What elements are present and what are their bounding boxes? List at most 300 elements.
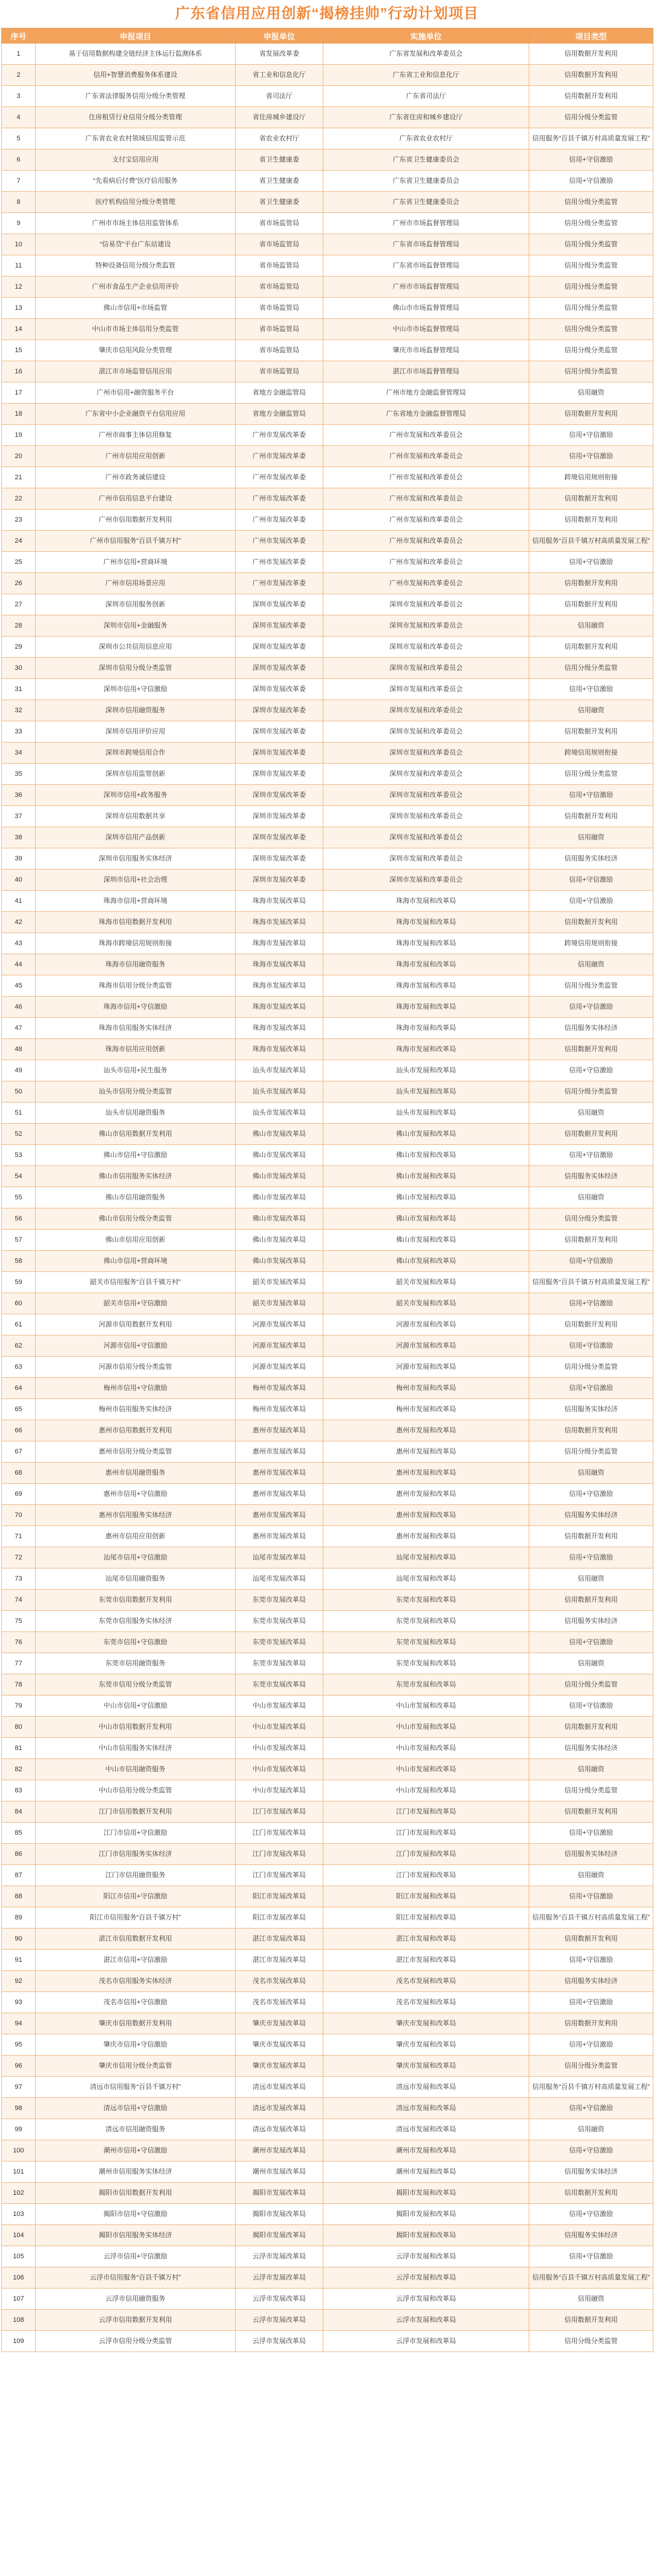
cell-type: 信用数据开发利用: [529, 1124, 653, 1145]
cell-index: 83: [2, 1780, 36, 1801]
cell-index: 40: [2, 870, 36, 891]
cell-applicant: 珠海市发展改革局: [236, 1039, 323, 1060]
cell-index: 93: [2, 1992, 36, 2013]
cell-index: 50: [2, 1081, 36, 1103]
cell-type: 信用服务实体经济: [529, 2161, 653, 2183]
cell-applicant: 东莞市发展改革局: [236, 1632, 323, 1653]
table-row: [2, 2013, 653, 2034]
table-row: [2, 2034, 653, 2056]
cell-applicant: 惠州市发展改革局: [236, 1441, 323, 1463]
cell-project: 汕头市信用融资服务: [36, 1103, 236, 1124]
cell-project: 江门市信用融资服务: [36, 1865, 236, 1886]
cell-project: 惠州市信用分级分类监管: [36, 1441, 236, 1463]
cell-project: 中山市信用数据开发利用: [36, 1717, 236, 1738]
cell-type: 信用数据开发利用: [529, 2310, 653, 2331]
cell-type: 信用数据开发利用: [529, 44, 653, 65]
cell-index: 61: [2, 1314, 36, 1336]
cell-project: 广州市信用服务“百县千镇万村”: [36, 531, 236, 552]
table-row: [2, 975, 653, 997]
cell-index: 84: [2, 1801, 36, 1823]
cell-implementer: 珠海市发展和改革局: [323, 1039, 529, 1060]
cell-type: 信用融资: [529, 1568, 653, 1590]
table-row: [2, 1759, 653, 1780]
table-row: [2, 1929, 653, 1950]
cell-index: 88: [2, 1886, 36, 1907]
cell-applicant: 韶关市发展改革局: [236, 1293, 323, 1314]
table-row: [2, 954, 653, 975]
cell-project: 深圳市信用评价应用: [36, 721, 236, 742]
cell-type: 信用数据开发利用: [529, 404, 653, 425]
cell-applicant: 云浮市发展改革局: [236, 2331, 323, 2352]
table-row: [2, 2289, 653, 2310]
cell-implementer: 韶关市发展和改革局: [323, 1293, 529, 1314]
header-type: 项目类型: [529, 28, 653, 44]
table-row: [2, 2331, 653, 2352]
cell-type: 信用+守信激励: [529, 785, 653, 806]
cell-type: 信用分级分类监管: [529, 2056, 653, 2077]
table-row: [2, 2056, 653, 2077]
cell-implementer: 惠州市发展和改革局: [323, 1505, 529, 1526]
cell-type: 信用+守信激励: [529, 2204, 653, 2225]
cell-implementer: 清远市发展和改革局: [323, 2077, 529, 2098]
cell-applicant: 省卫生健康委: [236, 149, 323, 171]
cell-index: 4: [2, 107, 36, 128]
cell-implementer: 茂名市发展和改革局: [323, 1971, 529, 1992]
cell-applicant: 惠州市发展改革局: [236, 1505, 323, 1526]
cell-index: 43: [2, 933, 36, 954]
cell-index: 34: [2, 742, 36, 764]
table-row: [2, 255, 653, 277]
cell-project: 东莞市信用融资服务: [36, 1653, 236, 1674]
cell-index: 10: [2, 234, 36, 255]
cell-implementer: 江门市发展和改革局: [323, 1844, 529, 1865]
cell-applicant: 深圳市发展改革委: [236, 870, 323, 891]
table-row: [2, 1844, 653, 1865]
cell-project: 珠海市信用+营商环境: [36, 891, 236, 912]
cell-type: 信用融资: [529, 827, 653, 848]
cell-index: 44: [2, 954, 36, 975]
cell-type: 信用数据开发利用: [529, 1420, 653, 1441]
cell-implementer: 河源市发展和改革局: [323, 1357, 529, 1378]
cell-type: 信用服务实体经济: [529, 1971, 653, 1992]
cell-applicant: 广州市发展改革委: [236, 446, 323, 467]
cell-project: 深圳市信用融资服务: [36, 700, 236, 721]
cell-project: 河源市信用+守信激励: [36, 1336, 236, 1357]
cell-index: 7: [2, 171, 36, 192]
table-row: [2, 1251, 653, 1272]
table-row: [2, 1039, 653, 1060]
cell-implementer: 深圳市发展和改革委员会: [323, 806, 529, 827]
cell-implementer: 汕尾市发展和改革局: [323, 1568, 529, 1590]
cell-implementer: 东莞市发展和改革局: [323, 1611, 529, 1632]
header-project: 申报项目: [36, 28, 236, 44]
table-row: [2, 1441, 653, 1463]
cell-implementer: 湛江市发展和改革局: [323, 1929, 529, 1950]
cell-type: 信用分级分类监管: [529, 1780, 653, 1801]
cell-implementer: 深圳市发展和改革委员会: [323, 679, 529, 700]
cell-implementer: 肇庆市发展和改革局: [323, 2034, 529, 2056]
table-row: [2, 1314, 653, 1336]
cell-project: 东莞市信用服务实体经济: [36, 1611, 236, 1632]
cell-applicant: 潮州市发展改革局: [236, 2140, 323, 2161]
cell-project: “信易贷”平台广东站建设: [36, 234, 236, 255]
cell-type: 信用数据开发利用: [529, 1929, 653, 1950]
table-row: [2, 234, 653, 255]
cell-type: 信用分级分类监管: [529, 1674, 653, 1696]
table-row: [2, 425, 653, 446]
cell-project: “先看病后付费”医疗信用服务: [36, 171, 236, 192]
cell-implementer: 潮州市发展和改革局: [323, 2161, 529, 2183]
table-row: [2, 1378, 653, 1399]
cell-applicant: 江门市发展改革局: [236, 1865, 323, 1886]
cell-implementer: 东莞市发展和改革局: [323, 1653, 529, 1674]
table-row: [2, 510, 653, 531]
cell-applicant: 揭阳市发展改革局: [236, 2204, 323, 2225]
cell-implementer: 湛江市发展和改革局: [323, 1950, 529, 1971]
cell-type: 信用+守信激励: [529, 552, 653, 573]
cell-applicant: 广州市发展改革委: [236, 552, 323, 573]
cell-type: 信用分级分类监管: [529, 234, 653, 255]
cell-index: 1: [2, 44, 36, 65]
cell-type: 信用服务“百县千镇万村高质量发展工程”: [529, 2077, 653, 2098]
cell-project: 特种设备信用分级分类监管: [36, 255, 236, 277]
cell-index: 29: [2, 637, 36, 658]
cell-applicant: 中山市发展改革局: [236, 1738, 323, 1759]
cell-type: 信用+守信激励: [529, 891, 653, 912]
cell-index: 31: [2, 679, 36, 700]
cell-project: 清远市信用融资服务: [36, 2119, 236, 2140]
cell-implementer: 惠州市发展和改革局: [323, 1441, 529, 1463]
table-row: [2, 1103, 653, 1124]
cell-project: 住房租赁行业信用分级分类管理: [36, 107, 236, 128]
cell-applicant: 深圳市发展改革委: [236, 742, 323, 764]
cell-type: 信用+守信激励: [529, 1950, 653, 1971]
cell-project: 广州市信用应用创新: [36, 446, 236, 467]
cell-implementer: 江门市发展和改革局: [323, 1865, 529, 1886]
cell-implementer: 广东省市场监督管理局: [323, 255, 529, 277]
cell-project: 江门市信用数据开发利用: [36, 1801, 236, 1823]
cell-implementer: 揭阳市发展和改革局: [323, 2225, 529, 2246]
cell-type: 信用+守信激励: [529, 1632, 653, 1653]
cell-implementer: 中山市发展和改革局: [323, 1738, 529, 1759]
cell-applicant: 揭阳市发展改革局: [236, 2183, 323, 2204]
header-index: 序号: [2, 28, 36, 44]
table-row: [2, 658, 653, 679]
cell-project: 广州市市场主体信用监管体系: [36, 213, 236, 234]
cell-index: 9: [2, 213, 36, 234]
cell-applicant: 汕头市发展改革局: [236, 1060, 323, 1081]
cell-implementer: 广州市发展和改革委员会: [323, 510, 529, 531]
cell-applicant: 东莞市发展改革局: [236, 1590, 323, 1611]
cell-index: 66: [2, 1420, 36, 1441]
cell-type: 信用+守信激励: [529, 1547, 653, 1568]
cell-implementer: 广州市发展和改革委员会: [323, 531, 529, 552]
cell-implementer: 广东省工业和信息化厅: [323, 65, 529, 86]
cell-applicant: 河源市发展改革局: [236, 1336, 323, 1357]
cell-type: 信用融资: [529, 1187, 653, 1208]
cell-implementer: 惠州市发展和改革局: [323, 1526, 529, 1547]
cell-index: 17: [2, 382, 36, 404]
table-row: [2, 128, 653, 149]
cell-implementer: 韶关市发展和改革局: [323, 1272, 529, 1293]
cell-index: 38: [2, 827, 36, 848]
cell-type: 信用+守信激励: [529, 1251, 653, 1272]
cell-project: 惠州市信用服务实体经济: [36, 1505, 236, 1526]
table-row: [2, 2225, 653, 2246]
cell-applicant: 佛山市发展改革局: [236, 1145, 323, 1166]
cell-index: 107: [2, 2289, 36, 2310]
cell-index: 90: [2, 1929, 36, 1950]
cell-applicant: 珠海市发展改革局: [236, 975, 323, 997]
cell-type: 信用+守信激励: [529, 1336, 653, 1357]
cell-index: 53: [2, 1145, 36, 1166]
cell-applicant: 省市场监管局: [236, 234, 323, 255]
table-row: [2, 573, 653, 594]
cell-type: 信用服务“百县千镇万村高质量发展工程”: [529, 128, 653, 149]
cell-type: 信用服务实体经济: [529, 1166, 653, 1187]
cell-type: 跨境信用规则衔接: [529, 933, 653, 954]
table-row: [2, 1187, 653, 1208]
cell-index: 37: [2, 806, 36, 827]
table-row: [2, 382, 653, 404]
cell-type: 信用服务实体经济: [529, 2225, 653, 2246]
cell-applicant: 省市场监管局: [236, 277, 323, 298]
cell-project: 汕尾市信用融资服务: [36, 1568, 236, 1590]
cell-project: 梅州市信用+守信激励: [36, 1378, 236, 1399]
cell-project: 广州市信用+营商环境: [36, 552, 236, 573]
table-row: [2, 65, 653, 86]
table-row: [2, 1060, 653, 1081]
cell-index: 85: [2, 1823, 36, 1844]
cell-applicant: 深圳市发展改革委: [236, 785, 323, 806]
cell-implementer: 佛山市发展和改革局: [323, 1208, 529, 1230]
cell-applicant: 汕尾市发展改革局: [236, 1568, 323, 1590]
cell-index: 105: [2, 2246, 36, 2267]
table-row: [2, 319, 653, 340]
cell-implementer: 云浮市发展和改革局: [323, 2310, 529, 2331]
cell-type: 信用服务“百县千镇万村高质量发展工程”: [529, 531, 653, 552]
cell-implementer: 阳江市发展和改革局: [323, 1886, 529, 1907]
cell-type: 信用分级分类监管: [529, 1208, 653, 1230]
cell-index: 56: [2, 1208, 36, 1230]
cell-implementer: 阳江市发展和改革局: [323, 1907, 529, 1929]
table-row: [2, 700, 653, 721]
cell-project: 江门市信用+守信激励: [36, 1823, 236, 1844]
table-row: [2, 1865, 653, 1886]
cell-type: 信用数据开发利用: [529, 912, 653, 933]
table-row: [2, 1632, 653, 1653]
cell-applicant: 清远市发展改革局: [236, 2077, 323, 2098]
cell-implementer: 惠州市发展和改革局: [323, 1463, 529, 1484]
cell-implementer: 潮州市发展和改革局: [323, 2140, 529, 2161]
cell-applicant: 深圳市发展改革委: [236, 827, 323, 848]
cell-implementer: 珠海市发展和改革局: [323, 891, 529, 912]
cell-implementer: 梅州市发展和改革局: [323, 1399, 529, 1420]
cell-applicant: 河源市发展改革局: [236, 1314, 323, 1336]
table-row: [2, 764, 653, 785]
cell-project: 揭阳市信用+守信激励: [36, 2204, 236, 2225]
table-row: [2, 742, 653, 764]
cell-type: 信用+守信激励: [529, 870, 653, 891]
cell-index: 27: [2, 594, 36, 615]
cell-project: 珠海市信用+守信激励: [36, 997, 236, 1018]
cell-project: 广州市食品生产企业信用评价: [36, 277, 236, 298]
table-row: [2, 870, 653, 891]
cell-project: 广东省中小企业融资平台信用应用: [36, 404, 236, 425]
table-row: [2, 1463, 653, 1484]
table-header-row: [2, 28, 653, 44]
table-row: [2, 1293, 653, 1314]
cell-type: 信用+守信激励: [529, 1378, 653, 1399]
cell-project: 佛山市信用服务实体经济: [36, 1166, 236, 1187]
table-row: [2, 1738, 653, 1759]
cell-applicant: 中山市发展改革局: [236, 1759, 323, 1780]
table-row: [2, 1590, 653, 1611]
table-row: [2, 1696, 653, 1717]
cell-project: 湛江市信用+守信激励: [36, 1950, 236, 1971]
table-row: [2, 1420, 653, 1441]
table-row: [2, 1950, 653, 1971]
cell-project: 佛山市信用+市场监管: [36, 298, 236, 319]
cell-applicant: 深圳市发展改革委: [236, 848, 323, 870]
table-row: [2, 1823, 653, 1844]
cell-project: 东莞市信用+守信激励: [36, 1632, 236, 1653]
table-row: [2, 848, 653, 870]
cell-applicant: 东莞市发展改革局: [236, 1653, 323, 1674]
cell-project: 清远市信用+守信激励: [36, 2098, 236, 2119]
cell-implementer: 珠海市发展和改革局: [323, 997, 529, 1018]
cell-project: 珠海市跨境信用规则衔接: [36, 933, 236, 954]
cell-implementer: 河源市发展和改革局: [323, 1314, 529, 1336]
cell-type: 信用分级分类监管: [529, 1441, 653, 1463]
cell-index: 59: [2, 1272, 36, 1293]
cell-type: 信用融资: [529, 2119, 653, 2140]
cell-implementer: 广东省卫生健康委员会: [323, 192, 529, 213]
cell-project: 基于信用数据构建全链经济主体运行监测体系: [36, 44, 236, 65]
table-row: [2, 1145, 653, 1166]
cell-index: 30: [2, 658, 36, 679]
cell-index: 11: [2, 255, 36, 277]
cell-type: 信用服务“百县千镇万村高质量发展工程”: [529, 2267, 653, 2289]
cell-project: 支付宝信用应用: [36, 149, 236, 171]
cell-index: 95: [2, 2034, 36, 2056]
cell-implementer: 湛江市市场监督管理局: [323, 361, 529, 382]
table-row: [2, 2183, 653, 2204]
cell-index: 51: [2, 1103, 36, 1124]
cell-applicant: 中山市发展改革局: [236, 1717, 323, 1738]
cell-index: 94: [2, 2013, 36, 2034]
cell-index: 8: [2, 192, 36, 213]
cell-type: 信用服务实体经济: [529, 1611, 653, 1632]
cell-project: 茂名市信用+守信激励: [36, 1992, 236, 2013]
cell-type: 信用数据开发利用: [529, 1039, 653, 1060]
cell-implementer: 深圳市发展和改革委员会: [323, 594, 529, 615]
cell-project: 惠州市信用应用创新: [36, 1526, 236, 1547]
table-row: [2, 1971, 653, 1992]
cell-type: 信用数据开发利用: [529, 1717, 653, 1738]
page-title: 广东省信用应用创新“揭榜挂帅”行动计划项目: [175, 5, 479, 22]
cell-applicant: 云浮市发展改革局: [236, 2310, 323, 2331]
table-row: [2, 446, 653, 467]
cell-index: 76: [2, 1632, 36, 1653]
cell-type: 信用数据开发利用: [529, 1590, 653, 1611]
cell-index: 97: [2, 2077, 36, 2098]
cell-index: 103: [2, 2204, 36, 2225]
cell-type: 信用分级分类监管: [529, 277, 653, 298]
cell-project: 中山市信用融资服务: [36, 1759, 236, 1780]
table-row: [2, 44, 653, 65]
cell-implementer: 广州市发展和改革委员会: [323, 573, 529, 594]
cell-implementer: 广东省地方金融监督管理局: [323, 404, 529, 425]
cell-index: 65: [2, 1399, 36, 1420]
cell-implementer: 江门市发展和改革局: [323, 1823, 529, 1844]
cell-index: 60: [2, 1293, 36, 1314]
cell-implementer: 广州市地方金融监督管理局: [323, 382, 529, 404]
table-row: [2, 2077, 653, 2098]
header-applicant: 申报单位: [236, 28, 323, 44]
cell-type: 信用融资: [529, 615, 653, 637]
cell-index: 79: [2, 1696, 36, 1717]
table-body: [2, 44, 653, 2352]
cell-project: 信用+智慧消费服务体系建设: [36, 65, 236, 86]
cell-implementer: 珠海市发展和改革局: [323, 933, 529, 954]
table-row: [2, 1336, 653, 1357]
cell-project: 佛山市信用分级分类监管: [36, 1208, 236, 1230]
cell-implementer: 茂名市发展和改革局: [323, 1992, 529, 2013]
table-row: [2, 615, 653, 637]
cell-applicant: 广州市发展改革委: [236, 531, 323, 552]
table-row: [2, 1081, 653, 1103]
cell-project: 广州市商事主体信用修复: [36, 425, 236, 446]
cell-applicant: 省司法厅: [236, 86, 323, 107]
cell-index: 24: [2, 531, 36, 552]
cell-applicant: 深圳市发展改革委: [236, 594, 323, 615]
cell-type: 信用数据开发利用: [529, 594, 653, 615]
cell-project: 中山市信用分级分类监管: [36, 1780, 236, 1801]
cell-implementer: 云浮市发展和改革局: [323, 2267, 529, 2289]
cell-implementer: 中山市发展和改革局: [323, 1717, 529, 1738]
cell-implementer: 广东省住房和城乡建设厅: [323, 107, 529, 128]
cell-implementer: 广州市发展和改革委员会: [323, 446, 529, 467]
cell-applicant: 汕头市发展改革局: [236, 1103, 323, 1124]
cell-type: 信用+守信激励: [529, 1992, 653, 2013]
cell-implementer: 云浮市发展和改革局: [323, 2289, 529, 2310]
cell-project: 肇庆市信用风险分类管理: [36, 340, 236, 361]
cell-applicant: 省发展改革委: [236, 44, 323, 65]
cell-implementer: 珠海市发展和改革局: [323, 912, 529, 933]
table-row: [2, 213, 653, 234]
cell-index: 109: [2, 2331, 36, 2352]
cell-project: 潮州市信用服务实体经济: [36, 2161, 236, 2183]
cell-type: 信用分级分类监管: [529, 2331, 653, 2352]
table-row: [2, 1526, 653, 1547]
cell-applicant: 惠州市发展改革局: [236, 1526, 323, 1547]
table-row: [2, 912, 653, 933]
cell-type: 信用数据开发利用: [529, 1801, 653, 1823]
cell-project: 阳江市信用服务“百县千镇万村”: [36, 1907, 236, 1929]
cell-index: 67: [2, 1441, 36, 1463]
cell-implementer: 广州市市场监督管理局: [323, 277, 529, 298]
cell-implementer: 广东省市场监督管理局: [323, 234, 529, 255]
table-row: [2, 1272, 653, 1293]
cell-project: 梅州市信用服务实体经济: [36, 1399, 236, 1420]
cell-index: 89: [2, 1907, 36, 1929]
cell-project: 珠海市信用融资服务: [36, 954, 236, 975]
cell-type: 信用数据开发利用: [529, 1230, 653, 1251]
cell-index: 16: [2, 361, 36, 382]
table-row: [2, 2246, 653, 2267]
cell-implementer: 汕尾市发展和改革局: [323, 1547, 529, 1568]
